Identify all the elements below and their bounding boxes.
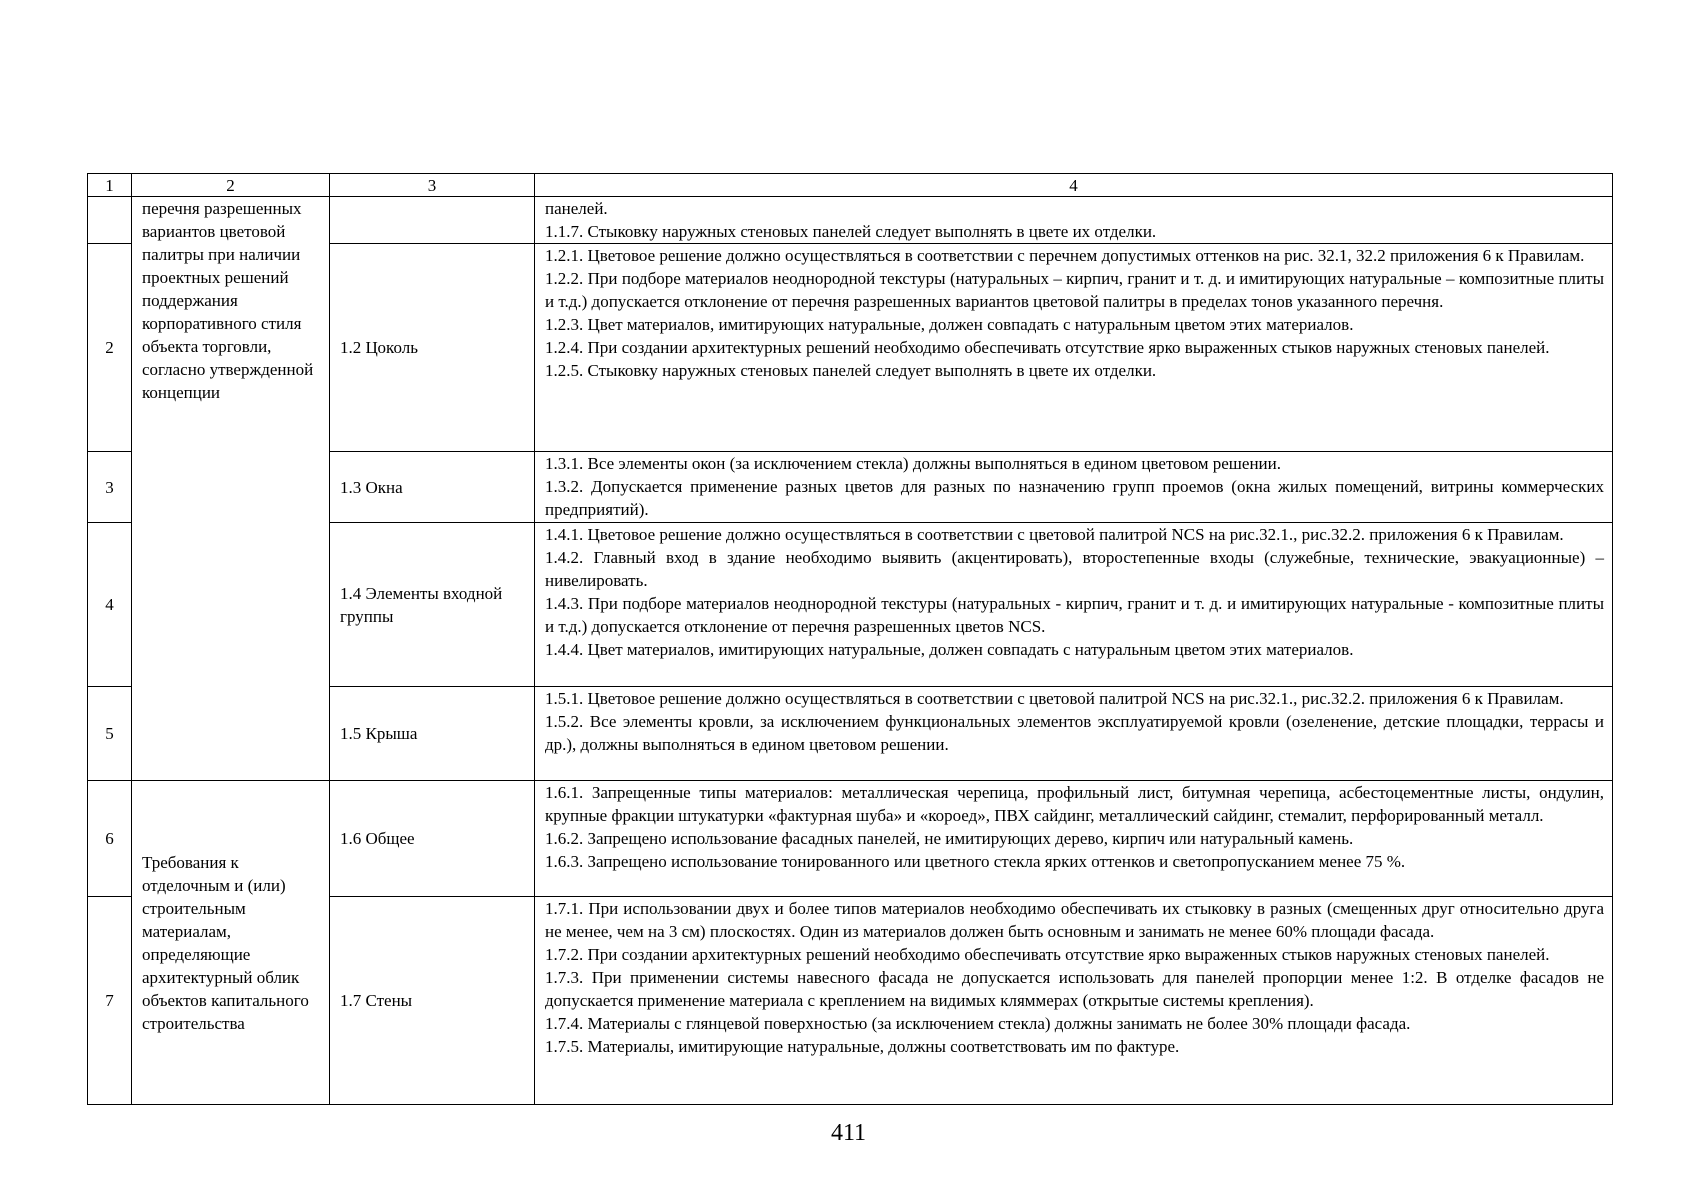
element-cell: 1.2 Цоколь <box>330 244 535 452</box>
requirements-cell <box>535 452 1613 523</box>
requirements-cell <box>535 244 1613 452</box>
row-number: 6 <box>88 781 132 897</box>
requirement-item: 1.2.3. Цвет материалов, имитирующих натуральные, должен совпадать с натуральным цветом этих материалов. <box>545 315 1354 334</box>
requirement-item: 1.2.1. Цветовое решение должно осуществляться в соответствии с перечнем допустимых оттенков на рис. 32.1, 32.2 приложения 6 к Правилам. <box>545 246 1585 265</box>
row-number: 2 <box>88 244 132 452</box>
requirement-item: 1.4.1. Цветовое решение должно осуществляться в соответствии с цветовой палитрой NCS на рис.32.1., рис.32.2. приложения 6 к Правилам. <box>545 525 1564 544</box>
requirement-item: 1.2.4. При создании архитектурных решений необходимо обеспечивать отсутствие ярко выраженных стыков наружных стеновых панелей. <box>545 338 1550 357</box>
element-cell: 1.7 Стены <box>330 897 535 1105</box>
requirements-cell <box>535 781 1613 897</box>
table-row <box>88 197 1613 244</box>
row-number: 4 <box>88 523 132 687</box>
requirement-item: панелей. <box>545 199 608 218</box>
requirement-item: 1.7.1. При использовании двух и более типов материалов необходимо обеспечивать их стыковку в разных (смещенных друг относительно друга не менее, чем на 3 см) плоскостях. Один из материалов должен быть основным и занимать не менее 60% площади фасада. <box>545 899 1604 941</box>
requirement-item: 1.2.5. Стыковку наружных стеновых панелей следует выполнять в цвете их отделки. <box>545 361 1157 380</box>
requirement-item: 1.6.2. Запрещено использование фасадных панелей, не имитирующих дерево, кирпич или натуральный камень. <box>545 829 1354 848</box>
element-cell <box>330 197 535 244</box>
table-header-row <box>88 174 1613 197</box>
requirement-item: 1.5.2. Все элементы кровли, за исключением функциональных элементов эксплуатируемой кровли (озеленение, детские площадки, террасы и др.), должны выполняться в едином цветовом решении. <box>545 712 1604 754</box>
row-number: 7 <box>88 897 132 1105</box>
header-col-2: 2 <box>132 174 330 197</box>
requirements-cell <box>535 523 1613 687</box>
row-number <box>88 197 132 244</box>
requirement-item: 1.7.3. При применении системы навесного фасада не допускается использовать для панелей пропорции менее 1:2. В отделке фасадов не допускается применение материала с креплением на видимых кляммерах (открытые системы крепления). <box>545 968 1604 1010</box>
element-cell: 1.5 Крыша <box>330 687 535 781</box>
requirements-cell <box>535 687 1613 781</box>
requirement-item: 1.3.2. Допускается применение разных цветов для разных по назначению групп проемов (окна жилых помещений, витрины коммерческих предприятий). <box>545 477 1604 519</box>
requirement-item: 1.4.2. Главный вход в здание необходимо выявить (акцентировать), второстепенные входы (служебные, технические, эвакуационные) – нивелировать. <box>545 548 1604 590</box>
requirement-item: 1.7.5. Материалы, имитирующие натуральные, должны соответствовать им по фактуре. <box>545 1037 1180 1056</box>
category-cell: перечня разрешенных вариантов цветовой палитры при наличии проектных решений поддержания корпоративного стиля объекта торговли, согласно утвержденной концепции <box>132 197 330 781</box>
table-row <box>88 781 1613 897</box>
row-number: 5 <box>88 687 132 781</box>
requirement-item: 1.7.4. Материалы с глянцевой поверхностью (за исключением стекла) должны занимать не более 30% площади фасада. <box>545 1014 1411 1033</box>
requirements-cell <box>535 897 1613 1105</box>
header-col-1: 1 <box>88 174 132 197</box>
requirement-item: 1.4.3. При подборе материалов неоднородной текстуры (натуральных - кирпич, гранит и т. д. и имитирующих натуральные - композитные плиты и т.д.) допускается отклонение от перечня разрешенных цветов NCS. <box>545 594 1604 636</box>
requirement-item: 1.6.1. Запрещенные типы материалов: металлическая черепица, профильный лист, битумная черепица, асбестоцементные листы, ондулин, крупные фракции штукатурки «фактурная шуба» и «короед», ПВХ сайдинг, металлический сайдинг, стемалит, перфорированный металл. <box>545 783 1604 825</box>
element-cell: 1.4 Элементы входной группы <box>330 523 535 687</box>
header-col-3: 3 <box>330 174 535 197</box>
requirements-cell <box>535 197 1613 244</box>
category-cell: Требования к отделочным и (или) строительным материалам, определяющие архитектурный облик объектов капитального строительства <box>132 781 330 1105</box>
requirement-item: 1.3.1. Все элементы окон (за исключением стекла) должны выполняться в едином цветовом решении. <box>545 454 1281 473</box>
requirements-table <box>87 173 1613 1105</box>
requirement-item: 1.6.3. Запрещено использование тонированного или цветного стекла ярких оттенков и светопропусканием менее 75 %. <box>545 852 1406 871</box>
requirement-item: 1.2.2. При подборе материалов неоднородной текстуры (натуральных – кирпич, гранит и т. д. и имитирующих натуральные – композитные плиты и т.д.) допускается отклонение от перечня разрешенных вариантов цветовой палитры в пределах тонов указанного перечня. <box>545 269 1604 311</box>
element-cell: 1.3 Окна <box>330 452 535 523</box>
page-number: 411 <box>830 1120 867 1146</box>
requirement-item: 1.7.2. При создании архитектурных решений необходимо обеспечивать отсутствие ярко выраженных стыков наружных стеновых панелей. <box>545 945 1550 964</box>
element-cell: 1.6 Общее <box>330 781 535 897</box>
requirement-item: 1.4.4. Цвет материалов, имитирующих натуральные, должен совпадать с натуральным цветом этих материалов. <box>545 640 1354 659</box>
row-number: 3 <box>88 452 132 523</box>
requirement-item: 1.1.7. Стыковку наружных стеновых панелей следует выполнять в цвете их отделки. <box>545 222 1157 241</box>
requirement-item: 1.5.1. Цветовое решение должно осуществляться в соответствии с цветовой палитрой NCS на рис.32.1., рис.32.2. приложения 6 к Правилам. <box>545 689 1564 708</box>
header-col-4: 4 <box>535 174 1613 197</box>
